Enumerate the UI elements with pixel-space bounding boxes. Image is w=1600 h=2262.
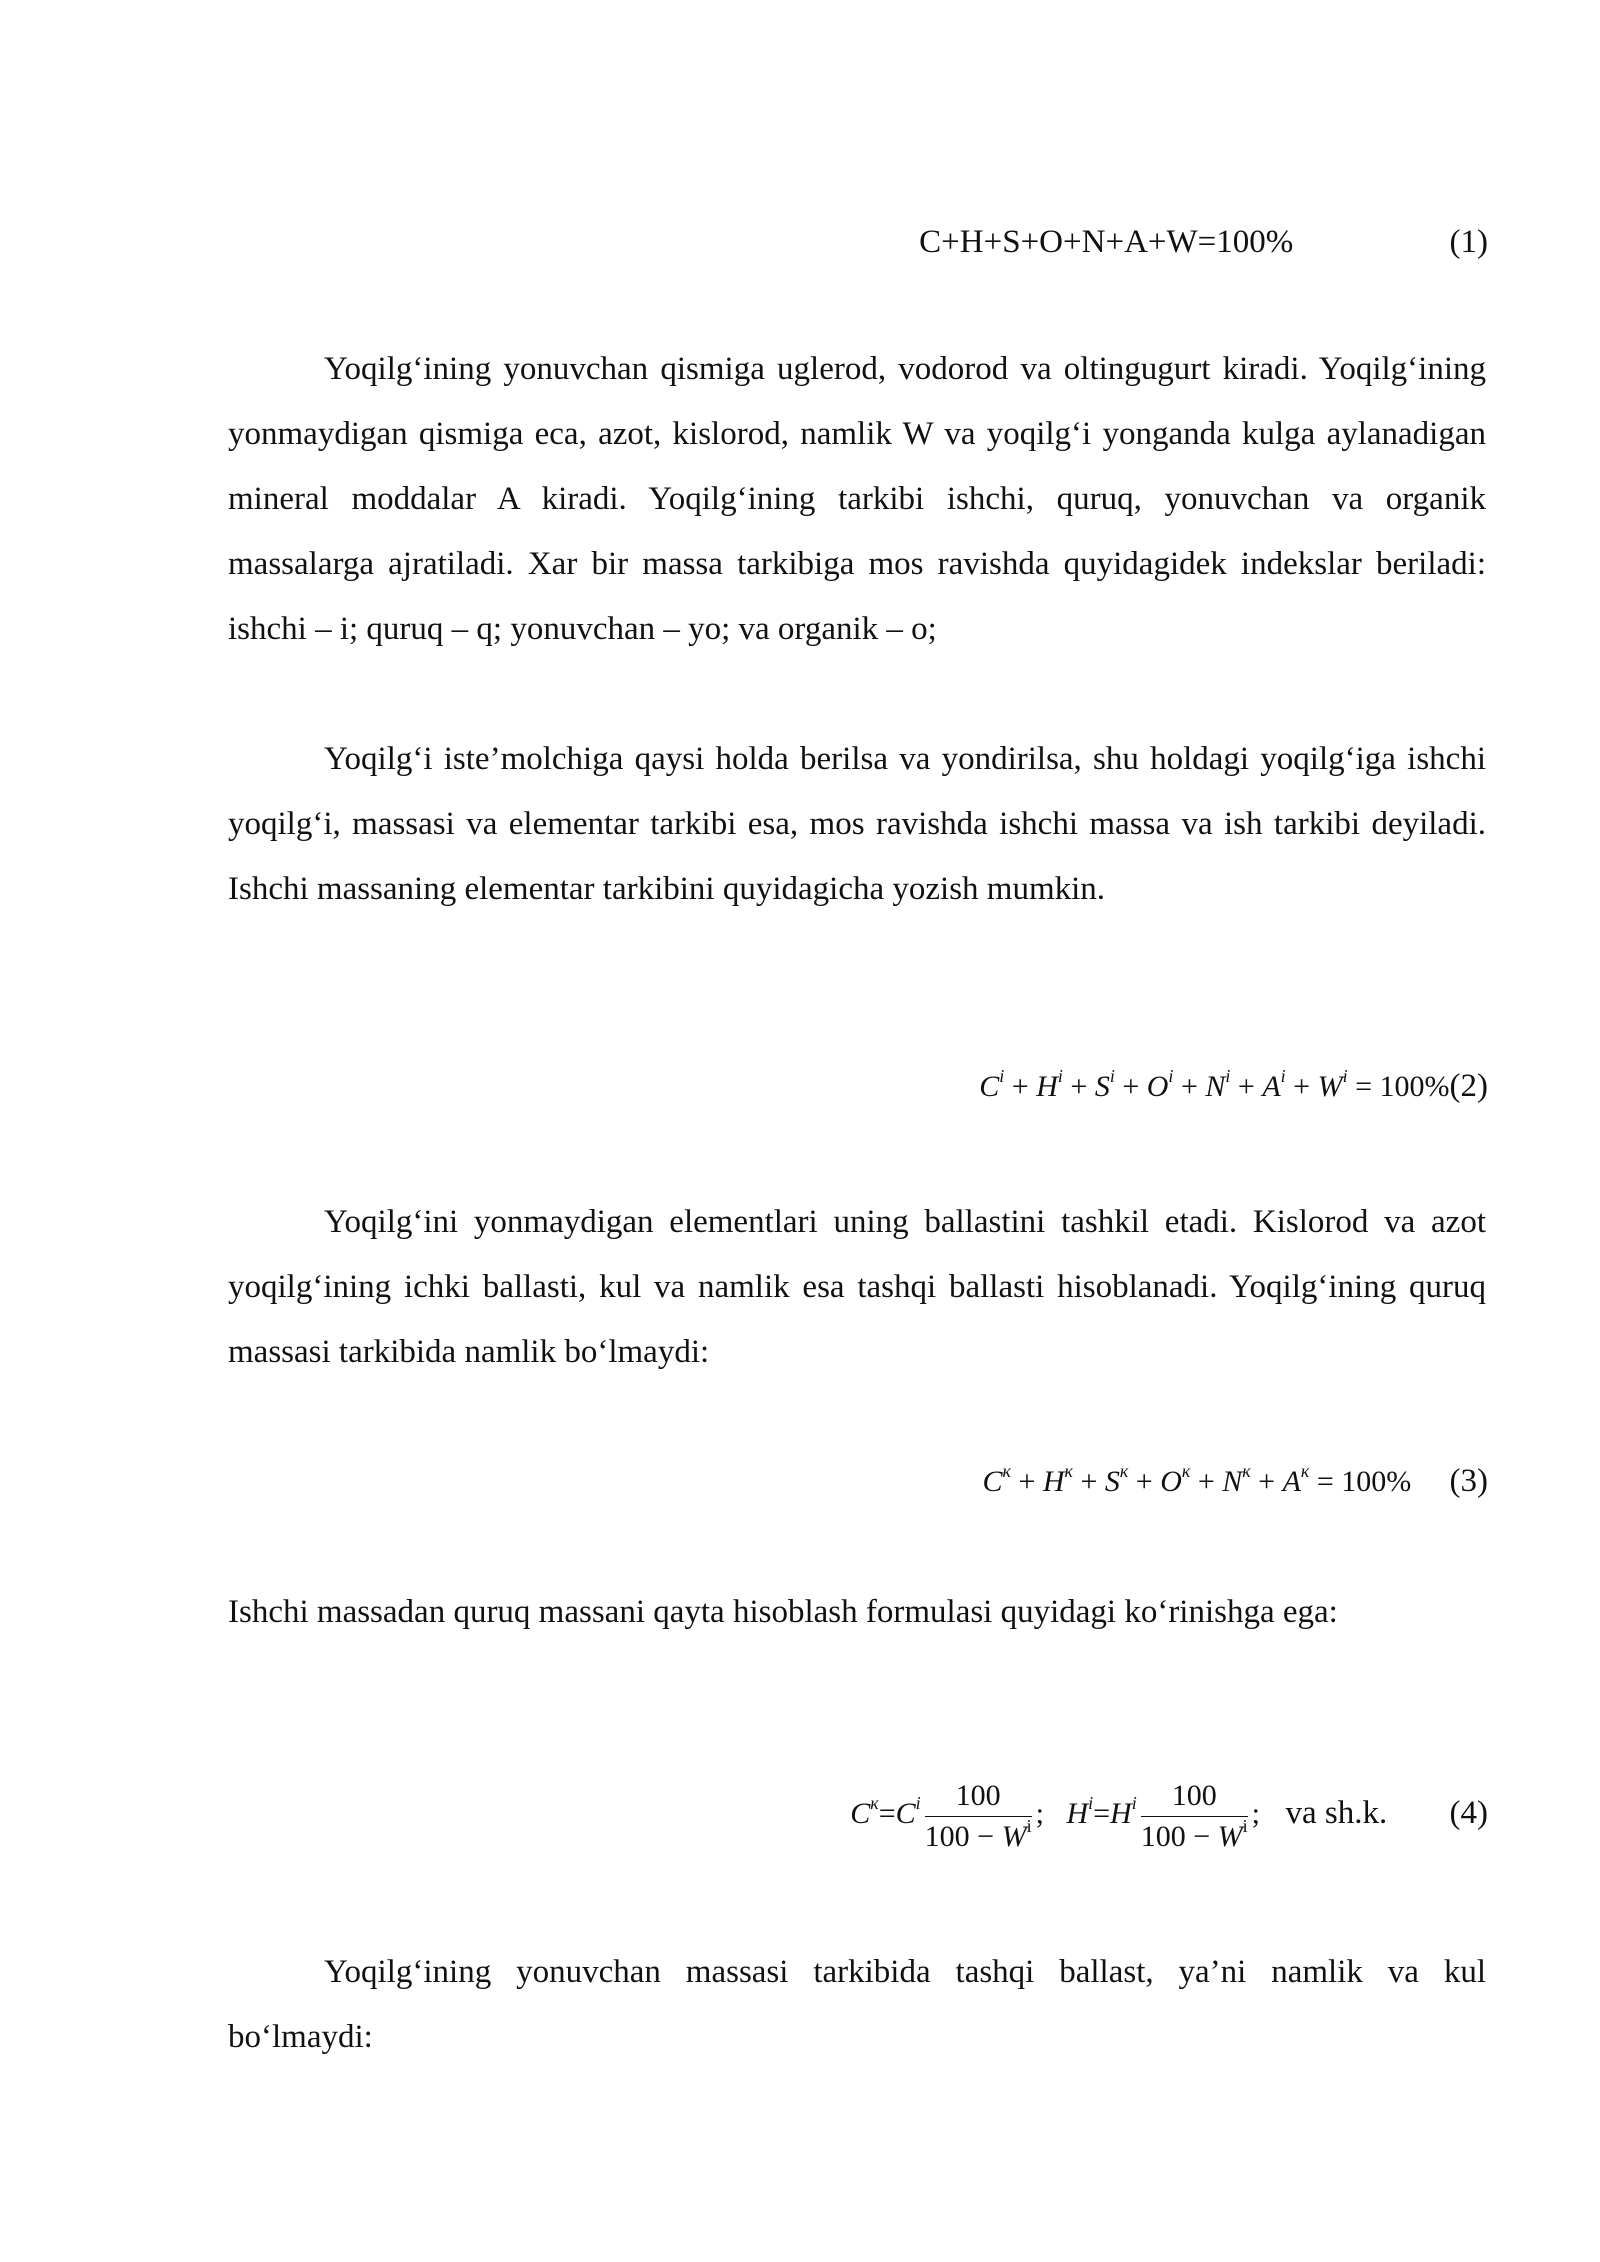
eq2-term: S xyxy=(1094,1070,1110,1103)
equation-1 xyxy=(919,222,1488,262)
eq3-term-sup: к xyxy=(1300,1461,1310,1481)
eq4-lhs2: H xyxy=(1066,1797,1089,1831)
eq4-rhs2: H xyxy=(1110,1797,1132,1831)
eq3-term-sup: к xyxy=(1181,1461,1191,1481)
eq3-term-sup: к xyxy=(1002,1461,1011,1481)
eq2-term-sup: i xyxy=(1342,1066,1348,1086)
eq2-term-sup: i xyxy=(1057,1066,1063,1086)
eq2-equals: = xyxy=(1347,1070,1380,1103)
paragraph-1: Yoqilg‘ining yonuvchan qismiga uglerod, vodorod va oltingugurt kiradi. Yoqilg‘ining yonmaydigan qismiga eca, azot, kislorod, namlik W va yoqilg‘i yonganda kulga aylanadigan mineral moddalar A kiradi. Yoqilg‘ining tarkibi ishchi, quruq, yonuvchan va organik massalarga ajratiladi. Xar bir massa tarkibiga mos ravishda quyidagidek indekslar beriladi: ishchi – i; quruq – q; yonuvchan – yo; va organik – o; xyxy=(228,351,1486,647)
eq2-plus: + xyxy=(1114,1070,1147,1103)
eq4-frac2-denominator-sup: i xyxy=(1242,1816,1248,1836)
eq3-plus: + xyxy=(1072,1465,1105,1498)
eq4-rhs2-sup: i xyxy=(1131,1793,1137,1814)
eq3-plus: + xyxy=(1250,1465,1283,1498)
eq2-plus: + xyxy=(1230,1070,1263,1103)
eq2-term: H xyxy=(1036,1070,1058,1103)
equation-2 xyxy=(979,1066,1488,1107)
eq3-term-sup: к xyxy=(1064,1461,1073,1481)
eq4-frac2-numerator: 100 xyxy=(1141,1780,1248,1817)
eq3-term: O xyxy=(1160,1465,1182,1498)
eq3-plus: + xyxy=(1190,1465,1223,1498)
eq4-separator-2: ; xyxy=(1251,1797,1261,1831)
equation-4-number: (4) xyxy=(1449,1795,1488,1832)
eq3-term: H xyxy=(1042,1465,1065,1498)
equation-4 xyxy=(850,1780,1488,1853)
paragraph-3: Yoqilg‘ini yonmaydigan elementlari uning ballastini tashkil etadi. Kislorod va azot yoqilg‘ining ichki ballasti, kul va namlik esa tashqi ballasti hisoblanadi. Yoqilg‘ining quruq massasi tarkibida namlik bo‘lmaydi: xyxy=(228,1204,1486,1370)
eq3-unit: % xyxy=(1386,1465,1412,1498)
eq3-term-sup: к xyxy=(1242,1461,1251,1481)
equation-2-formula xyxy=(979,1066,1450,1103)
equation-3-formula xyxy=(982,1461,1412,1498)
eq2-term-sup: i xyxy=(1168,1066,1174,1086)
eq4-rhs1: C xyxy=(895,1797,916,1831)
eq3-term: S xyxy=(1104,1465,1120,1498)
eq4-frac2-denominator-var: W xyxy=(1217,1820,1243,1853)
eq4-frac1-numerator: 100 xyxy=(925,1780,1032,1817)
eq2-term-sup: i xyxy=(1109,1066,1115,1086)
eq2-term-sup: i xyxy=(999,1066,1005,1086)
eq2-unit: % xyxy=(1424,1070,1450,1103)
eq4-tail: va sh.k. xyxy=(1285,1795,1388,1832)
eq4-fraction-1: $\frac{100}{100 - W^i}$ xyxy=(924,1779,1032,1853)
eq4-lhs2-sup: i xyxy=(1088,1793,1094,1814)
paragraph-4: Ishchi massadan quruq massani qayta hisoblash formulasi quyidagi ko‘rinishga ega: xyxy=(228,1594,1338,1630)
eq2-plus: + xyxy=(1004,1070,1037,1103)
equation-4-formula: $C^к=C^i$ $\frac{100}{100 - W^i}$ ; $H^i=H^i$ $\frac{100}{100 - W^i}$ ; xyxy=(850,1779,1261,1853)
eq3-plus: + xyxy=(1010,1465,1043,1498)
eq2-term-sup: i xyxy=(1280,1066,1286,1086)
eq2-plus: + xyxy=(1062,1070,1095,1103)
eq2-term-sup: i xyxy=(1225,1066,1231,1086)
paragraph-5: Yoqilg‘ining yonuvchan massasi tarkibida tashqi ballast, ya’ni namlik va kul bo‘lmaydi: xyxy=(228,1954,1486,2055)
eq3-equals: = xyxy=(1309,1465,1342,1498)
eq4-fraction-2: $\frac{100}{100 - W^i}$ xyxy=(1140,1779,1248,1853)
eq4-frac2-denominator-number: 100 xyxy=(1140,1820,1186,1853)
eq3-term: N xyxy=(1222,1465,1243,1498)
eq3-plus: + xyxy=(1128,1465,1161,1498)
equation-2-number: (2) xyxy=(1449,1068,1488,1104)
eq3-term-sup: к xyxy=(1119,1461,1129,1481)
eq2-term: C xyxy=(979,1070,1000,1103)
equation-3 xyxy=(983,1461,1489,1502)
eq2-rhs: 100 xyxy=(1379,1070,1425,1103)
eq2-plus: + xyxy=(1285,1070,1318,1103)
equation-1-number: (1) xyxy=(1449,224,1488,260)
eq2-term: A xyxy=(1262,1070,1281,1103)
eq4-separator-1: ; xyxy=(1035,1797,1044,1831)
eq3-rhs: 100 xyxy=(1341,1465,1387,1498)
paragraph-2: Yoqilg‘i iste’molchiga qaysi holda berilsa va yondirilsa, shu holdagi yoqilg‘iga ishchi yoqilg‘i, massasi va elementar tarkibi esa, mos ravishda ishchi massa va ish tarkibi deyiladi. Ishchi massaning elementar tarkibini quyidagicha yozish mumkin. xyxy=(228,741,1486,907)
equation-3-number: (3) xyxy=(1449,1463,1488,1499)
eq4-lhs1-sup: к xyxy=(870,1793,879,1814)
eq4-lhs1: C xyxy=(850,1797,871,1831)
eq3-term: A xyxy=(1282,1465,1301,1498)
eq2-term: O xyxy=(1146,1070,1169,1103)
eq2-term: N xyxy=(1205,1070,1226,1103)
equation-1-text: C+H+S+O+N+A+W=100% xyxy=(919,224,1294,260)
eq3-term: C xyxy=(982,1465,1003,1498)
eq4-frac1-denominator-number: 100 xyxy=(924,1820,970,1853)
eq4-frac1-denominator-var: W xyxy=(1001,1820,1027,1853)
eq4-frac1-denominator-sup: i xyxy=(1026,1816,1032,1836)
eq2-term: W xyxy=(1317,1070,1343,1103)
eq2-plus: + xyxy=(1173,1070,1206,1103)
eq4-rhs1-sup: i xyxy=(915,1793,921,1814)
